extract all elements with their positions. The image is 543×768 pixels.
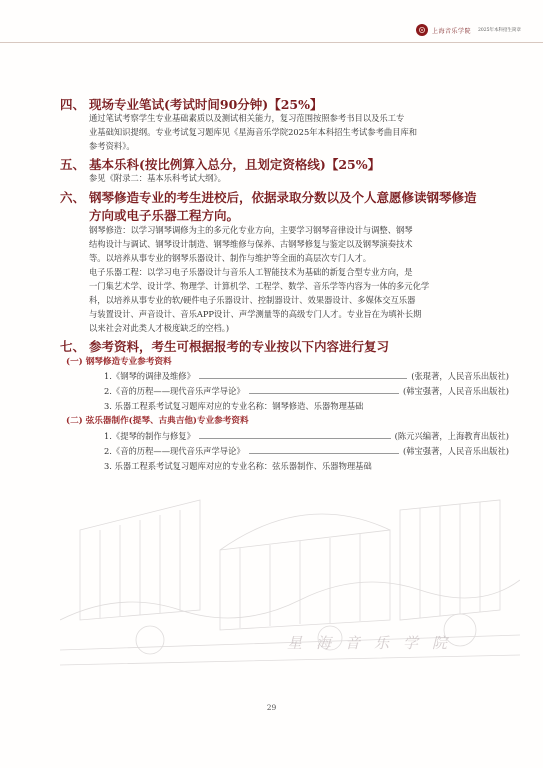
section-6-line: 以来社会对此类人才极度缺乏的空档。) — [89, 323, 230, 333]
reference-title: 1.《钢琴的调律及维修》 — [104, 371, 195, 381]
section-6-line: 等。以培养从事专业的钢琴乐器设计、制作与维护等全面的高层次专门人才。 — [89, 253, 372, 263]
leader-line — [199, 438, 391, 439]
header-divider — [0, 42, 543, 43]
leader-line — [199, 378, 407, 379]
section-4-line: 业基础知识提纲。专业考试复习题库见《星海音乐学院2025年本科招生考试参考曲目库和 — [89, 127, 418, 137]
reference-author: (陈元兴编著，上海教育出版社) — [394, 431, 509, 441]
reference-title: 2.《音的历程——现代音乐声学导论》 — [104, 446, 245, 456]
reference-note: 3. 乐器工程系考试复习题库对应的专业名称：弦乐器制作、乐器物理基础 — [104, 461, 372, 471]
watermark-text: 星海音乐学院 — [286, 634, 461, 652]
section-4-line: 通过笔试考察学生专业基础素质以及测试相关能力，复习范围按照参考书目以及乐工专 — [89, 113, 405, 123]
section-5-title: 基本乐科(按比例算入总分，且划定资格线)【25%】 — [89, 157, 381, 172]
reference-item — [104, 430, 509, 442]
section-7-title: 参考资料，考生可根据报考的专业按以下内容进行复习 — [89, 339, 390, 354]
school-logo-icon — [416, 24, 428, 36]
header-subtitle: 2025年本科招生简章 — [478, 28, 521, 33]
section-6-title-line-1: 钢琴修造专业的考生进校后，依据录取分数以及个人意愿修读钢琴修造 — [89, 190, 477, 205]
section-6-line: 钢琴修造：以学习钢琴调修为主的多元化专业方向，主要学习钢琴音律设计与调整、钢琴 — [89, 225, 413, 235]
section-6-line: 与装置设计、声音设计、音乐APP设计、声学测量等的高级专门人才。专业旨在为填补长期 — [89, 309, 422, 319]
section-4-title: 现场专业笔试(考试时间90分钟)【25%】 — [89, 97, 323, 112]
section-6-line: 电子乐器工程：以学习电子乐器设计与音乐人工智能技术为基础的新复合型专业方向，是 — [89, 267, 413, 277]
reference-author: (韩宝强著，人民音乐出版社) — [402, 446, 509, 456]
section-6-line: 一门集艺术学、设计学、物理学、计算机学、工程学、数学、音乐学等内容为一体的多元化学 — [89, 281, 430, 291]
section-6-heading — [60, 188, 477, 206]
section-6-title-line-2: 方向或电子乐器工程方向。 — [89, 208, 240, 223]
section-6-line: 结构设计与调试、钢琴设计制造、钢琴维修与保养、古钢琴修复与鉴定以及钢琴演奏技术 — [89, 239, 413, 249]
header-school-name: 上海音乐学院 — [432, 27, 472, 35]
section-7-number: 七、 — [60, 339, 86, 354]
section-5-number: 五、 — [60, 157, 86, 172]
section-7-heading — [60, 337, 389, 355]
reference-item — [104, 385, 509, 397]
page-number: 29 — [266, 703, 277, 712]
reference-note: 3. 乐器工程系考试复习题库对应的专业名称：钢琴修造、乐器物理基础 — [104, 401, 364, 411]
section-4-line: 参考资料》。 — [89, 141, 135, 151]
section-5-heading — [60, 155, 380, 173]
reference-group-label: (一) 钢琴修造专业参考资料 — [66, 357, 172, 367]
section-6-line: 科，以培养从事专业的软/硬件电子乐器设计、控制器设计、效果器设计、多媒体交互乐器 — [89, 295, 416, 305]
section-6-number: 六、 — [60, 190, 86, 205]
reference-title: 1.《提琴的制作与修复》 — [104, 431, 195, 441]
reference-author: (韩宝强著，人民音乐出版社) — [402, 386, 509, 396]
reference-group-label: (二) 弦乐器制作(提琴、古典吉他)专业参考资料 — [66, 416, 249, 426]
section-4-heading — [60, 95, 323, 113]
section-4-number: 四、 — [60, 97, 86, 112]
reference-author: (张琨著，人民音乐出版社) — [411, 371, 509, 381]
reference-item — [104, 370, 509, 382]
page-header — [416, 24, 521, 36]
reference-item — [104, 445, 509, 457]
section-5-line: 参见《附录二：基本乐科考试大纲》。 — [89, 173, 226, 183]
leader-line — [249, 453, 399, 454]
reference-title: 2.《音的历程——现代音乐声学导论》 — [104, 386, 245, 396]
leader-line — [249, 393, 399, 394]
